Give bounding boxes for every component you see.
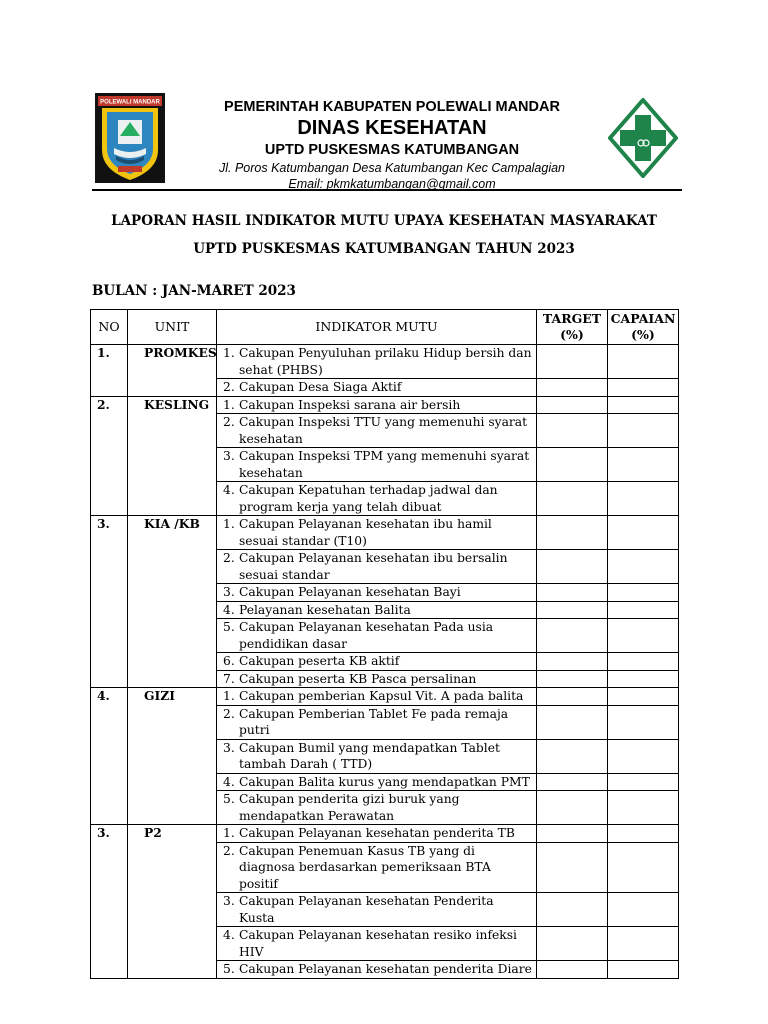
- capaian-cell[interactable]: [608, 619, 679, 653]
- indicator-number: 4.: [223, 774, 235, 789]
- report-subtitle: UPTD PUSKESMAS KATUMBANGAN TAHUN 2023: [193, 241, 575, 257]
- indicator-number: 6.: [223, 654, 235, 668]
- target-cell[interactable]: [537, 893, 608, 927]
- indicator-number: 1.: [223, 346, 235, 360]
- capaian-cell[interactable]: [608, 448, 679, 482]
- indicator-number: 3.: [223, 740, 235, 755]
- target-cell[interactable]: [537, 842, 608, 893]
- indicator-text: Cakupan Pelayanan kesehatan ibu bersalin sesuai standar: [239, 551, 508, 582]
- indicator-text: Cakupan Pelayanan kesehatan penderita Diare: [239, 962, 532, 976]
- indicator-text: Cakupan Balita kurus yang mendapatkan PMT: [239, 774, 530, 789]
- table-row: [91, 396, 679, 414]
- capaian-cell[interactable]: [608, 842, 679, 893]
- indicator-text: Cakupan Pelayanan kesehatan penderita TB: [239, 826, 515, 840]
- capaian-cell[interactable]: [608, 961, 679, 979]
- row-number: 2.: [91, 396, 128, 516]
- row-number: 4.: [91, 688, 128, 825]
- capaian-cell[interactable]: [608, 379, 679, 397]
- indicator-text: Cakupan Inspeksi TTU yang memenuhi syarat kesehatan: [239, 415, 528, 446]
- government-name: PEMERINTAH KABUPATEN POLEWALI MANDAR: [224, 99, 560, 115]
- capaian-cell[interactable]: [608, 739, 679, 773]
- table-body: [91, 345, 679, 979]
- row-number: 3.: [91, 516, 128, 688]
- capaian-cell[interactable]: [608, 670, 679, 688]
- capaian-cell[interactable]: [608, 414, 679, 448]
- target-cell[interactable]: [537, 670, 608, 688]
- indicator-cell: [217, 653, 537, 671]
- indicator-text: Cakupan Inspeksi sarana air bersih: [239, 397, 461, 412]
- indicator-cell: [217, 961, 537, 979]
- indicator-table: [90, 309, 679, 979]
- capaian-cell[interactable]: [608, 825, 679, 843]
- indicator-cell: [217, 379, 537, 397]
- indicator-cell: [217, 927, 537, 961]
- unit-name: P2: [128, 825, 217, 979]
- header-capaian: CAPAIAN (%): [608, 310, 679, 345]
- capaian-cell[interactable]: [608, 396, 679, 414]
- header-indikator: INDIKATOR MUTU: [217, 310, 537, 345]
- indicator-cell: [217, 414, 537, 448]
- indicator-text: Cakupan Pelayanan kesehatan resiko infeksi HIV: [239, 928, 517, 959]
- indicator-cell: [217, 584, 537, 602]
- indicator-cell: [217, 893, 537, 927]
- target-cell[interactable]: [537, 379, 608, 397]
- indicator-cell: [217, 396, 537, 414]
- capaian-cell[interactable]: [608, 653, 679, 671]
- indicator-number: 1.: [223, 689, 235, 703]
- indicator-text: Cakupan Kepatuhan terhadap jadwal dan program kerja yang telah dibuat: [239, 483, 498, 514]
- indicator-cell: [217, 601, 537, 619]
- indicator-cell: [217, 619, 537, 653]
- target-cell[interactable]: [537, 927, 608, 961]
- indicator-number: 2.: [223, 706, 235, 721]
- target-cell[interactable]: [537, 739, 608, 773]
- indicator-text: Cakupan pemberian Kapsul Vit. A pada balita: [239, 689, 524, 703]
- unit-name: PROMKES: [128, 345, 217, 397]
- indicator-text: Cakupan Pemberian Tablet Fe pada remaja putri: [239, 706, 509, 737]
- capaian-cell[interactable]: [608, 482, 679, 516]
- indicator-text: Cakupan Inspeksi TPM yang memenuhi syarat kesehatan: [239, 449, 530, 480]
- indicator-number: 2.: [223, 843, 235, 858]
- header-target: TARGET (%): [537, 310, 608, 345]
- target-cell[interactable]: [537, 550, 608, 584]
- target-cell[interactable]: [537, 773, 608, 791]
- target-cell[interactable]: [537, 414, 608, 448]
- table-row: [91, 825, 679, 843]
- email: Email: pkmkatumbangan@gmail.com: [288, 177, 496, 191]
- target-cell[interactable]: [537, 619, 608, 653]
- indicator-number: 5.: [223, 792, 235, 806]
- capaian-cell[interactable]: [608, 791, 679, 825]
- capaian-cell[interactable]: [608, 584, 679, 602]
- indicator-number: 1.: [223, 517, 235, 531]
- indicator-cell: [217, 345, 537, 379]
- report-period: BULAN : JAN-MARET 2023: [92, 283, 296, 299]
- indicator-cell: [217, 791, 537, 825]
- puskesmas-logo-icon: [608, 98, 678, 178]
- indicator-text: Cakupan Pelayanan kesehatan ibu hamil sesuai standar (T10): [239, 517, 492, 548]
- capaian-cell[interactable]: [608, 773, 679, 791]
- indicator-text: Cakupan Bumil yang mendapatkan Tablet tambah Darah ( TTD): [239, 740, 500, 771]
- indicator-cell: [217, 825, 537, 843]
- row-number: 1.: [91, 345, 128, 397]
- indicator-number: 3.: [223, 449, 235, 463]
- indicator-cell: [217, 550, 537, 584]
- target-cell[interactable]: [537, 516, 608, 550]
- header-no: NO: [91, 310, 128, 345]
- capaian-cell[interactable]: [608, 601, 679, 619]
- indicator-number: 2.: [223, 551, 235, 565]
- indicator-number: 3.: [223, 894, 235, 908]
- indicator-number: 3.: [223, 585, 235, 599]
- indicator-number: 5.: [223, 962, 235, 976]
- indicator-text: Cakupan Desa Siaga Aktif: [239, 380, 402, 394]
- indicator-text: Pelayanan kesehatan Balita: [239, 602, 411, 617]
- capaian-cell[interactable]: [608, 893, 679, 927]
- indicator-text: Cakupan peserta KB Pasca persalinan: [239, 671, 477, 686]
- table-row: [91, 345, 679, 379]
- indicator-cell: [217, 448, 537, 482]
- target-cell[interactable]: [537, 791, 608, 825]
- indicator-text: Cakupan Pelayanan kesehatan Pada usia pendidikan dasar: [239, 620, 494, 651]
- indicator-cell: [217, 773, 537, 791]
- letterhead-divider: [92, 189, 682, 191]
- letterhead-text: [187, 98, 597, 192]
- row-number: 3.: [91, 825, 128, 979]
- table-row: [91, 688, 679, 706]
- indicator-cell: [217, 688, 537, 706]
- target-cell[interactable]: [537, 688, 608, 706]
- report-title: LAPORAN HASIL INDIKATOR MUTU UPAYA KESEHATAN MASYARAKAT: [111, 213, 657, 229]
- capaian-cell[interactable]: [608, 516, 679, 550]
- indicator-text: Cakupan Penyuluhan prilaku Hidup bersih dan sehat (PHBS): [239, 346, 532, 377]
- indicator-number: 7.: [223, 671, 235, 686]
- target-cell[interactable]: [537, 396, 608, 414]
- unit-name: KIA /KB: [128, 516, 217, 688]
- indicator-cell: [217, 516, 537, 550]
- target-cell[interactable]: [537, 448, 608, 482]
- target-cell[interactable]: [537, 825, 608, 843]
- letterhead: [92, 90, 682, 190]
- table-header-row: [91, 310, 679, 345]
- address: Jl. Poros Katumbangan Desa Katumbangan Kec Campalagian: [218, 161, 566, 175]
- target-cell[interactable]: [537, 961, 608, 979]
- target-cell[interactable]: [537, 584, 608, 602]
- indicator-text: Cakupan Pelayanan kesehatan Bayi: [239, 585, 461, 599]
- agency-name: DINAS KESEHATAN: [297, 117, 487, 139]
- target-cell[interactable]: [537, 601, 608, 619]
- capaian-cell[interactable]: [608, 688, 679, 706]
- indicator-number: 1.: [223, 397, 235, 412]
- indicator-number: 4.: [223, 483, 235, 497]
- puskesmas-name: UPTD PUSKESMAS KATUMBANGAN: [264, 142, 520, 158]
- indicator-cell: [217, 482, 537, 516]
- capaian-cell[interactable]: [608, 345, 679, 379]
- indicator-number: 4.: [223, 928, 235, 942]
- svg-text:POLEWALI MANDAR: POLEWALI MANDAR: [100, 99, 160, 106]
- target-cell[interactable]: [537, 705, 608, 739]
- capaian-cell[interactable]: [608, 705, 679, 739]
- indicator-number: 5.: [223, 620, 235, 634]
- polewali-mandar-emblem-icon: [94, 92, 166, 184]
- indicator-text: Cakupan Pelayanan kesehatan Penderita Kusta: [239, 894, 494, 925]
- unit-name: GIZI: [128, 688, 217, 825]
- indicator-number: 4.: [223, 602, 235, 617]
- indicator-number: 2.: [223, 415, 235, 429]
- indicator-text: Cakupan peserta KB aktif: [239, 654, 400, 668]
- indicator-cell: [217, 705, 537, 739]
- target-cell[interactable]: [537, 345, 608, 379]
- indicator-text: Cakupan Penemuan Kasus TB yang di diagnosa berdasarkan pemeriksaan BTA positif: [239, 843, 491, 891]
- target-cell[interactable]: [537, 482, 608, 516]
- unit-name: KESLING: [128, 396, 217, 516]
- indicator-number: 1.: [223, 826, 235, 840]
- capaian-cell[interactable]: [608, 927, 679, 961]
- header-unit: UNIT: [128, 310, 217, 345]
- indicator-number: 2.: [223, 380, 235, 394]
- indicator-text: Cakupan penderita gizi buruk yang mendapatkan Perawatan: [239, 792, 460, 823]
- capaian-cell[interactable]: [608, 550, 679, 584]
- target-cell[interactable]: [537, 653, 608, 671]
- table-row: [91, 516, 679, 550]
- indicator-cell: [217, 739, 537, 773]
- indicator-cell: [217, 842, 537, 893]
- indicator-cell: [217, 670, 537, 688]
